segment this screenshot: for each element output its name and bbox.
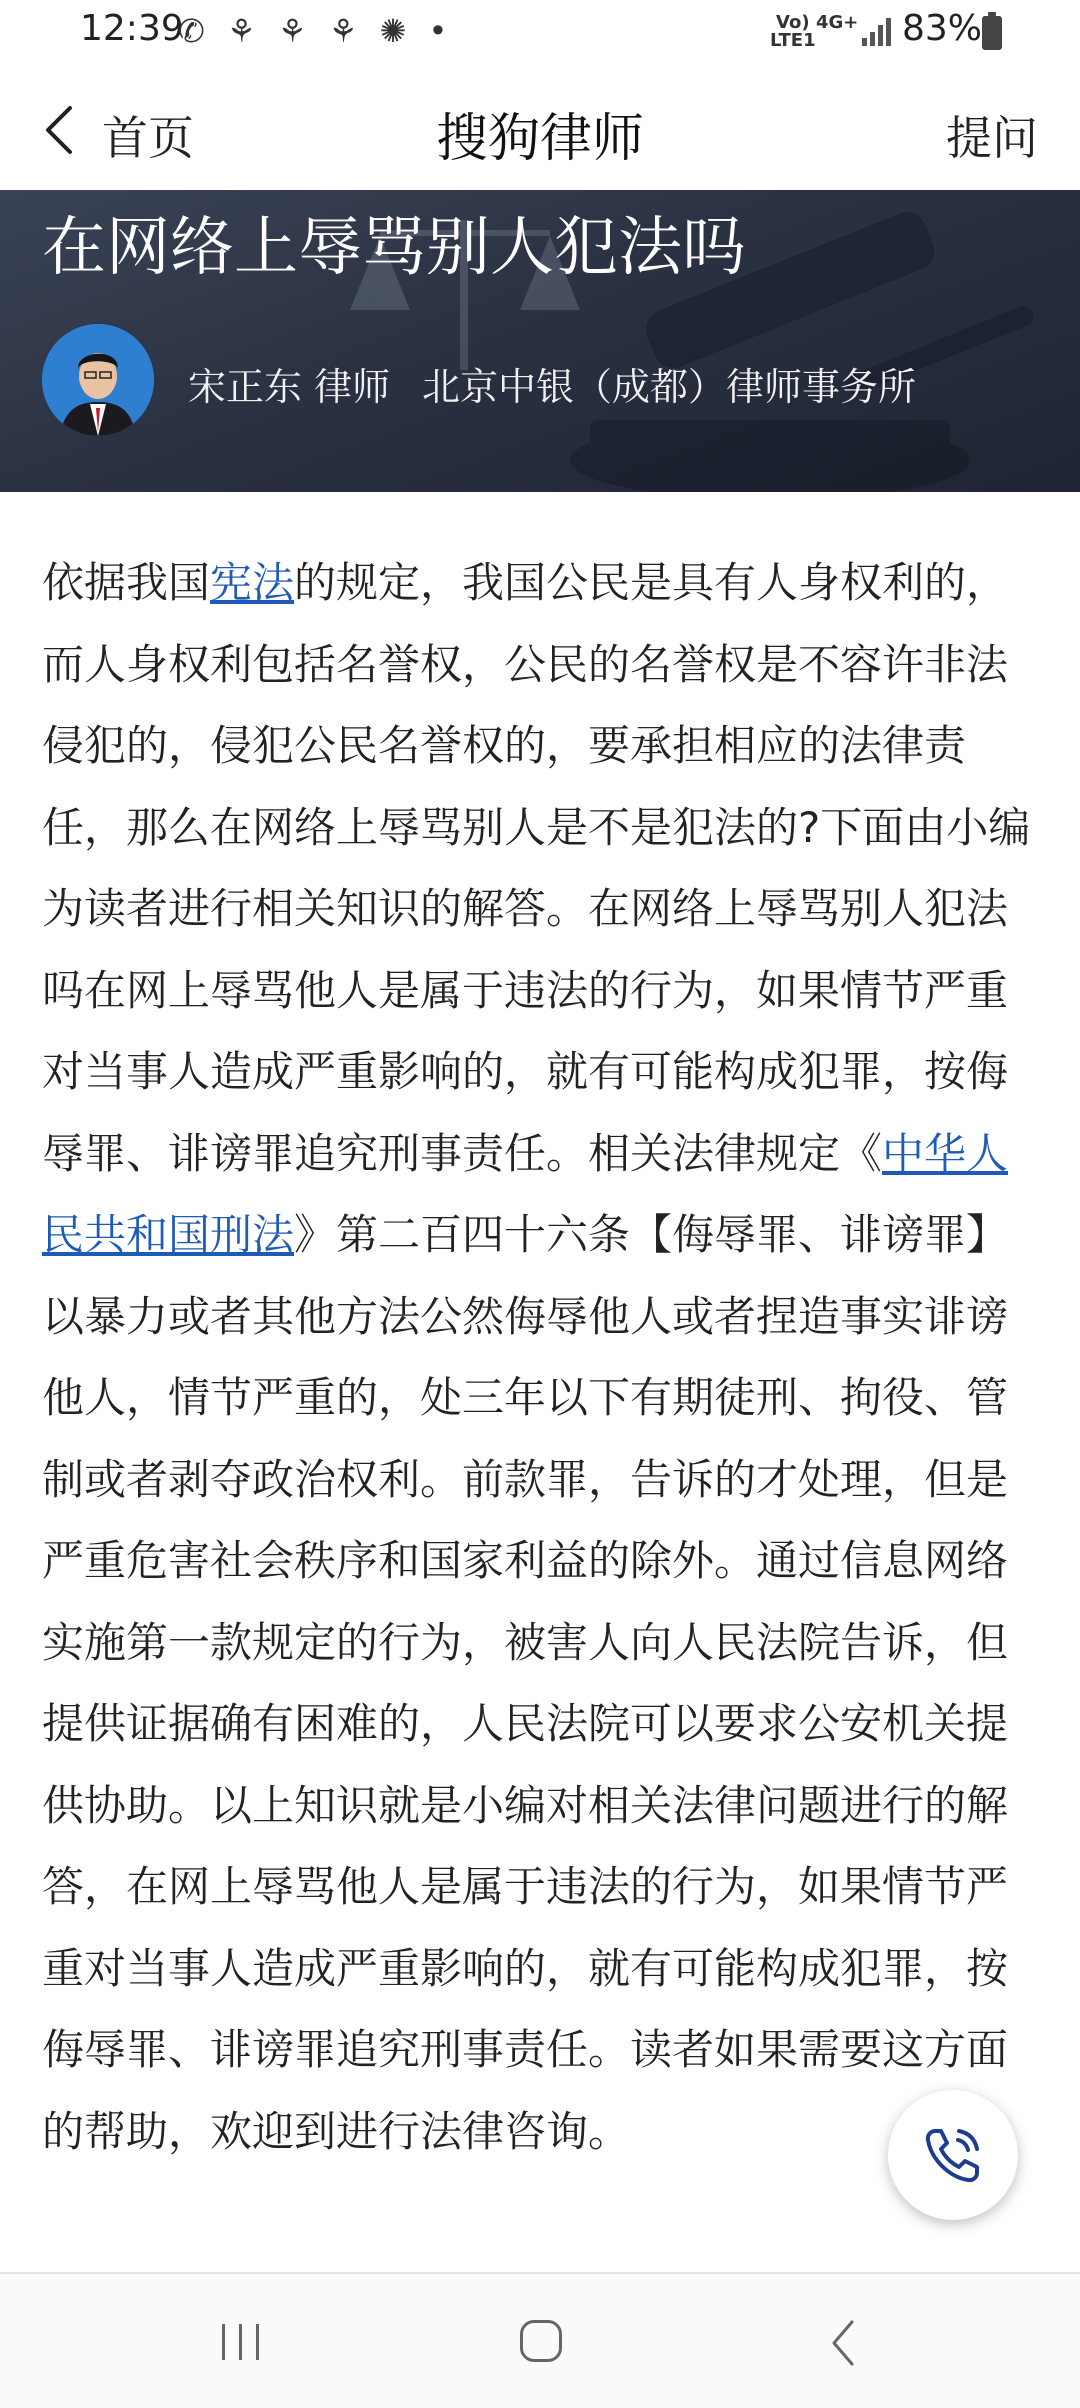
top-nav-bar bbox=[0, 66, 1080, 190]
lawyer-name[interactable]: 宋正东 律师 bbox=[188, 365, 391, 409]
ask-button[interactable]: 提问 bbox=[946, 111, 1038, 165]
system-back-icon[interactable] bbox=[828, 2318, 858, 2368]
constitution-link[interactable]: 宪法 bbox=[210, 558, 295, 607]
battery-percent: 83% bbox=[902, 8, 983, 49]
page-title: 搜狗律师 bbox=[435, 109, 644, 169]
criminal-law-link[interactable]: 中华人民共和国刑法 bbox=[42, 1128, 1009, 1259]
law-firm: 北京中银（成都）律师事务所 bbox=[422, 365, 917, 409]
article-hero bbox=[0, 190, 1080, 492]
recent-apps-icon[interactable] bbox=[218, 2322, 264, 2362]
notification-icons: ✆ ⚘ ⚘ ⚘ ✺ • bbox=[178, 12, 454, 50]
status-bar bbox=[0, 0, 1080, 66]
article-title: 在网络上辱骂别人犯法吗 bbox=[42, 211, 746, 285]
signal-icon bbox=[860, 14, 894, 48]
call-lawyer-button[interactable] bbox=[888, 2090, 1018, 2220]
phone-call-icon bbox=[921, 2123, 985, 2187]
home-icon[interactable] bbox=[520, 2320, 562, 2362]
network-type: 4G+ bbox=[816, 12, 859, 33]
battery-icon bbox=[982, 16, 1002, 50]
volte-indicator: Vo) LTE1 bbox=[770, 12, 816, 51]
back-button[interactable]: 首页 bbox=[102, 111, 194, 165]
article-body bbox=[42, 542, 1042, 2172]
system-nav-bar bbox=[0, 2274, 1080, 2408]
article-paragraph: 依据我国宪法的规定，我国公民是具有人身权利的，而人身权利包括名誉权，公民的名誉权是不容许非法侵犯的，侵犯公民名誉权的，要承担相应的法律责任，那么在网络上辱骂别人是不是犯法的?下面由小编为读者进行相关知识的解答。在网络上辱骂别人犯法吗在网上辱骂他人是属于违法的行为，如果情节严重对当事人造成严重影响的，就有可能构成犯罪，按侮辱罪、诽谤罪追究刑事责任。相关法律规定《中华人民共和国刑法》第二百四十六条【侮辱罪、诽谤罪】以暴力或者其他方法公然侮辱他人或者捏造事实诽谤他人，情节严重的，处三年以下有期徒刑、拘役、管制或者剥夺政治权利。前款罪，告诉的才处理，但是严重危害社会秩序和国家利益的除外。通过信息网络实施第一款规定的行为，被害人向人民法院告诉，但提供证据确有困难的，人民法院可以要求公安机关提供协助。以上知识就是小编对相关法律问题进行的解答，在网上辱骂他人是属于违法的行为，如果情节严重对当事人造成严重影响的，就有可能构成犯罪，按侮辱罪、诽谤罪追究刑事责任。读者如果需要这方面的帮助，欢迎到进行法律咨询。 bbox=[42, 558, 1031, 2156]
lawyer-avatar[interactable] bbox=[42, 324, 154, 436]
status-time: 12:39 bbox=[80, 8, 184, 49]
